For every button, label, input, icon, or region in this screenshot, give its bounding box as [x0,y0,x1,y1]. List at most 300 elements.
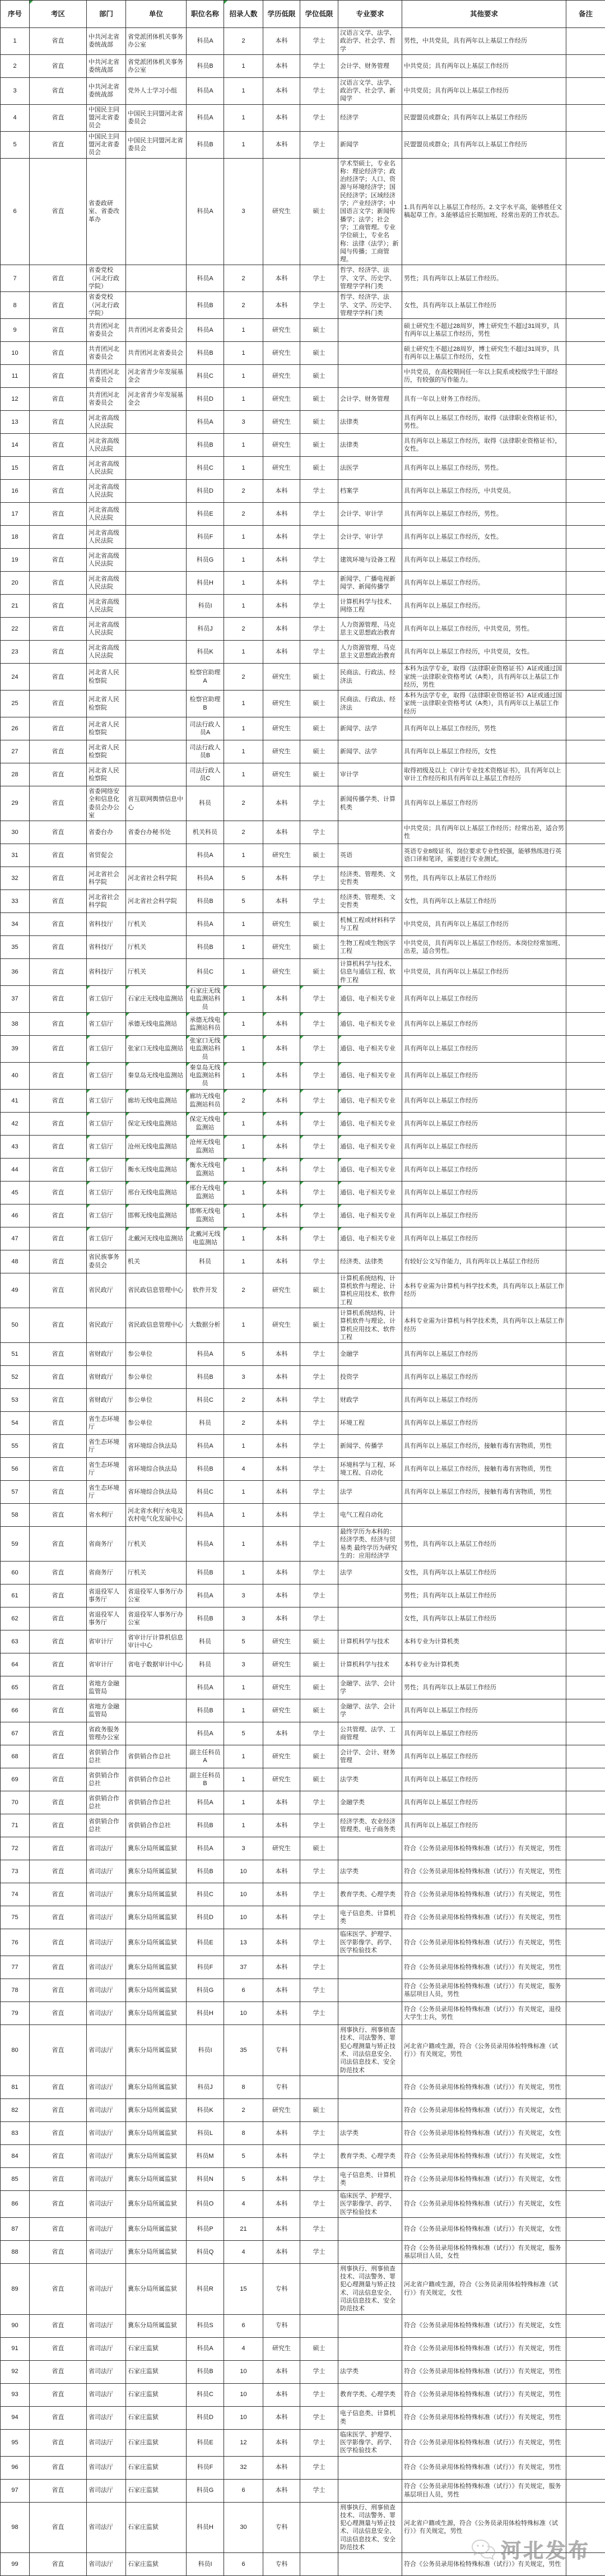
cell-deg: 学士 [300,641,338,664]
table-row [1,1250,605,1273]
cell-dept: 共青团河北省委员会 [87,388,126,411]
cell-no: 64 [1,1653,30,1676]
cell-area: 省直 [30,1956,87,1979]
cell-major: 计算机科学与技术、信息与通信工程、软件工程 [338,959,402,986]
cell-area: 省直 [30,786,87,821]
cell-pos: 科员S [187,2314,224,2337]
cell-pos: 科员F [187,1956,224,1979]
cell-major: 通信、电子相关专业 [338,1227,402,1250]
cell-note [566,54,605,77]
cell-note [566,1343,605,1366]
cell-note [566,2337,605,2360]
cell-area: 省直 [30,2098,87,2121]
cell-no: 90 [1,2314,30,2337]
cell-major: 生物工程或生物医学工程 [338,936,402,959]
cell-deg: 学士 [300,986,338,1013]
cell-major: 通信、电子相关专业 [338,1089,402,1112]
cell-unit [126,1722,187,1745]
cell-area: 省直 [30,890,87,913]
cell-note [566,1929,605,1956]
cell-note [566,1699,605,1722]
table-row [1,844,605,867]
cell-deg: 硕士 [300,319,338,342]
cell-area: 省直 [30,480,87,503]
cell-area: 省直 [30,1630,87,1653]
table-row [1,890,605,913]
cell-area: 省直 [30,1607,87,1630]
cell-no: 55 [1,1435,30,1458]
table-row [1,2429,605,2456]
cell-other: 具有两年以上基层工作经历 [402,1389,566,1412]
cell-area: 省直 [30,717,87,740]
cell-edu: 研究生 [263,936,300,959]
cell-deg [300,2502,338,2553]
cell-other: 具有两年以上基层工作经历，接触有毒有害物质，男性 [402,1435,566,1458]
cell-pos: 科员B [187,1814,224,1837]
cell-pos: 保定无线电监测站 [187,1112,224,1135]
cell-count: 4 [224,2240,263,2263]
cell-unit: 省民政信息管理中心 [126,1273,187,1308]
cell-count: 8 [224,2075,263,2098]
cell-pos: 司法行政人员A [187,717,224,740]
table-row [1,786,605,821]
cell-unit: 冀东分局所属监狱 [126,1860,187,1883]
cell-major: 环境工程 [338,1412,402,1435]
cell-other: 符合《公务员录用体检特殊标准（试行）》有关规定，男性 [402,1837,566,1860]
cell-other: 中共党员；具有两年以上基层工作经历 [402,77,566,104]
cell-note [566,691,605,717]
cell-no: 11 [1,365,30,388]
cell-edu: 研究生 [263,913,300,936]
cell-note [566,664,605,691]
cell-deg: 硕士 [300,2098,338,2121]
cell-dept: 河北省高级人民法院 [87,549,126,572]
cell-deg: 硕士 [300,1745,338,1768]
cell-edu: 本科 [263,986,300,1013]
cell-no: 96 [1,2456,30,2479]
cell-pos: 科员N [187,2167,224,2190]
cell-count: 1 [224,595,263,618]
cell-pos: 科员K [187,641,224,664]
table-row [1,959,605,986]
cell-unit [126,1699,187,1722]
table-row [1,1791,605,1814]
table-row [1,265,605,292]
cell-deg: 学士 [300,292,338,319]
cell-edu: 本科 [263,1158,300,1181]
cell-area: 省直 [30,2075,87,2098]
cell-pos: 科员B [187,434,224,457]
cell-pos: 科员E [187,1929,224,1956]
cell-edu: 本科 [263,292,300,319]
cell-other: 男性；具有两年以上基层工作经历。 [402,265,566,292]
cell-area: 省直 [30,844,87,867]
cell-unit: 省环境综合执法局 [126,1481,187,1504]
cell-unit: 厅机关 [126,936,187,959]
cell-deg: 学士 [300,1527,338,1562]
cell-major [338,1584,402,1607]
cell-major: 公共管理、法学、工商管理 [338,1722,402,1745]
cell-count: 4 [224,2190,263,2217]
cell-deg: 学士 [300,1860,338,1883]
cell-other: 符合《公务员录用体检特殊标准（试行）》有关规定，女性 [402,2190,566,2217]
cell-area: 省直 [30,572,87,595]
cell-pos: 科员 [187,1250,224,1273]
cell-count: 2 [224,1089,263,1112]
cell-other: 具有两年以上基层工作经历 [402,1791,566,1814]
cell-edu: 专科 [263,2075,300,2098]
cell-count: 35 [224,2025,263,2076]
table-row [1,1630,605,1653]
cell-area: 省直 [30,2314,87,2337]
cell-dept: 河北省高级人民法院 [87,503,126,526]
table-row [1,572,605,595]
cell-edu: 本科 [263,2406,300,2429]
cell-note [566,2217,605,2240]
table-row [1,2360,605,2383]
cell-major [338,342,402,365]
table-row [1,1412,605,1435]
cell-other: 具有两年以上基层工作经历 [402,1343,566,1366]
cell-major: 通信、电子相关专业 [338,1035,402,1062]
cell-pos: 科员I [187,2553,224,2576]
cell-no: 73 [1,1860,30,1883]
cell-count: 1 [224,1181,263,1204]
cell-edu: 本科 [263,2002,300,2025]
cell-pos: 科员A [187,1527,224,1562]
cell-note [566,1837,605,1860]
cell-pos: 科员Q [187,2240,224,2263]
cell-edu: 本科 [263,131,300,158]
cell-pos: 科员D [187,1906,224,1929]
cell-pos: 科员A [187,1676,224,1699]
cell-unit: 石家庄监狱 [126,2383,187,2406]
cell-count: 2 [224,664,263,691]
cell-no: 36 [1,959,30,986]
cell-major: 法学类 [338,2360,402,2383]
table-row [1,1906,605,1929]
cell-deg: 学士 [300,1112,338,1135]
cell-unit: 省供销合作总社 [126,1768,187,1791]
cell-other: 符合《公务员录用体检特殊标准（试行）》有关规定，男性 [402,2553,566,2576]
cell-no: 30 [1,821,30,844]
cell-note [566,503,605,526]
cell-other: 具有两年以上基层工作经历 [402,1768,566,1791]
cell-pos: 科员A [187,158,224,265]
cell-unit [126,411,187,434]
cell-deg: 硕士 [300,1308,338,1342]
cell-area: 省直 [30,2429,87,2456]
cell-area: 省直 [30,1135,87,1158]
cell-unit [126,717,187,740]
table-row [1,1504,605,1527]
cell-edu: 研究生 [263,1745,300,1768]
cell-no: 45 [1,1181,30,1204]
cell-major [338,2553,402,2576]
cell-note [566,1366,605,1389]
table-row [1,365,605,388]
cell-count: 5 [224,1722,263,1745]
cell-dept: 省财政厅 [87,1366,126,1389]
cell-pos: 秦皇岛无线电监测站科员 [187,1062,224,1089]
cell-dept: 省工信厅 [87,1227,126,1250]
cell-no: 60 [1,1562,30,1584]
cell-no: 44 [1,1158,30,1181]
cell-edu: 研究生 [263,664,300,691]
cell-unit: 衡水无线电监测站 [126,1158,187,1181]
cell-note [566,1412,605,1435]
cell-edu: 本科 [263,1204,300,1227]
cell-major: 英语 [338,844,402,867]
cell-dept: 省生态环境厅 [87,1435,126,1458]
cell-major [338,2075,402,2098]
cell-note [566,867,605,890]
cell-edu: 研究生 [263,1676,300,1699]
cell-pos: 石家庄无线电监测站科员 [187,986,224,1013]
table-row [1,2456,605,2479]
table-row [1,2098,605,2121]
cell-count: 1 [224,1562,263,1584]
cell-note [566,1814,605,1837]
cell-count: 1 [224,1481,263,1504]
cell-major: 法律类 [338,434,402,457]
cell-dept: 省民政厅 [87,1308,126,1342]
cell-area: 省直 [30,1699,87,1722]
table-row [1,2479,605,2502]
cell-note [566,572,605,595]
cell-other: 符合《公务员录用体检特殊标准（试行）》有关规定，女性 [402,2144,566,2167]
cell-no: 25 [1,691,30,717]
cell-pos: 大数据分析 [187,1308,224,1342]
cell-other: 河北省户籍或生源，符合《公务员录用体检特殊标准（试行）》有关规定，男性 [402,2502,566,2553]
cell-no: 83 [1,2121,30,2144]
cell-dept: 中共河北省委统战部 [87,54,126,77]
cell-pos: 科员B [187,936,224,959]
cell-major: 通信、电子相关专业 [338,1204,402,1227]
cell-pos: 科员C [187,457,224,480]
cell-unit [126,641,187,664]
table-row [1,1481,605,1504]
table-row [1,1562,605,1584]
cell-count: 10 [224,1906,263,1929]
cell-area: 省直 [30,2167,87,2190]
table-row [1,1135,605,1158]
cell-edu: 本科 [263,890,300,913]
cell-area: 省直 [30,763,87,786]
cell-deg: 学士 [300,618,338,641]
cell-other: 具有两年以上基层工作经历 [402,1158,566,1181]
cell-dept: 省委党校（河北行政学院） [87,265,126,292]
cell-other: 中共党员；具有两年以上基层工作经历 [402,54,566,77]
cell-edu: 本科 [263,572,300,595]
cell-edu: 本科 [263,2383,300,2406]
table-row [1,1745,605,1768]
cell-unit: 厅机关 [126,1527,187,1562]
cell-other: 男性，中共党员，具有两年以上基层工作经历 [402,28,566,55]
cell-other: 男性，具有两年以上基层工作经历 [402,1527,566,1562]
cell-pos: 科员J [187,2075,224,2098]
cell-major: 新闻学、广播电视新闻学、新闻传播学 [338,572,402,595]
cell-other: 具有两年以上基层工作经历，男性。 [402,457,566,480]
table-row [1,2553,605,2576]
cell-deg: 学士 [300,2217,338,2240]
cell-other [402,1504,566,1527]
cell-area: 省直 [30,411,87,434]
cell-other: 中共党员，具有两年以上基层工作经历 [402,913,566,936]
cell-edu: 本科 [263,1979,300,2002]
cell-major [338,2098,402,2121]
cell-count: 6 [224,2553,263,2576]
table-row [1,2190,605,2217]
cell-edu: 本科 [263,1366,300,1389]
cell-no: 3 [1,77,30,104]
cell-deg: 学士 [300,28,338,55]
cell-major: 法律类 [338,411,402,434]
cell-major [338,1837,402,1860]
cell-major: 民商法、行政法、经济法 [338,664,402,691]
cell-other: 中共党员；具有两年以上基层工作经历；经常出差，适合男性 [402,821,566,844]
cell-area: 省直 [30,1979,87,2002]
cell-unit: 冀东分局所属监狱 [126,1979,187,2002]
cell-pos: 检察官助理A [187,664,224,691]
cell-area: 省直 [30,2479,87,2502]
cell-area: 省直 [30,1584,87,1607]
cell-edu: 本科 [263,1458,300,1481]
cell-edu: 研究生 [263,457,300,480]
cell-edu: 专科 [263,2553,300,2576]
cell-area: 省直 [30,691,87,717]
cell-other: 具有两年以上基层工作经历，中共党员，女性。 [402,641,566,664]
cell-note [566,1504,605,1527]
cell-area: 省直 [30,664,87,691]
table-row [1,104,605,131]
cell-edu: 本科 [263,867,300,890]
cell-area: 省直 [30,1204,87,1227]
cell-other: 具有两年以上基层工作经历 [402,1366,566,1389]
table-row [1,1366,605,1389]
cell-major: 通信、电子相关专业 [338,1112,402,1135]
cell-area: 省直 [30,1089,87,1112]
cell-edu: 本科 [263,1389,300,1412]
cell-deg: 学士 [300,1135,338,1158]
cell-dept: 省民政厅 [87,1273,126,1308]
cell-edu: 专科 [263,2314,300,2337]
cell-area: 省直 [30,365,87,388]
cell-major: 法学 [338,1481,402,1504]
cell-major: 经济类、管理类、文史哲类 [338,867,402,890]
cell-other: 具有两年以上基层工作经历 [402,1722,566,1745]
cell-deg: 硕士 [300,1837,338,1860]
cell-unit [126,457,187,480]
cell-edu: 研究生 [263,158,300,265]
header-cell-count: 招录人数 [224,1,263,28]
cell-other: 具有两年以上基层工作经历。 [402,595,566,618]
cell-edu: 本科 [263,641,300,664]
cell-count: 1 [224,1158,263,1181]
cell-no: 40 [1,1062,30,1089]
header-cell-major: 专业要求 [338,1,402,28]
cell-dept: 省司法厅 [87,2553,126,2576]
cell-area: 省直 [30,1562,87,1584]
cell-count: 10 [224,2383,263,2406]
table-row [1,867,605,890]
cell-major [338,821,402,844]
cell-pos: 科员 [187,1653,224,1676]
table-header [1,1,605,28]
cell-deg: 硕士 [300,1676,338,1699]
cell-unit: 北戴河无线电监测站 [126,1227,187,1250]
cell-edu: 研究生 [263,1699,300,1722]
cell-count: 8 [224,2121,263,2144]
cell-pos: 科员B [187,1699,224,1722]
cell-deg: 学士 [300,549,338,572]
cell-major: 会计学、会计、财务管理 [338,1745,402,1768]
cell-dept: 省司法厅 [87,2167,126,2190]
cell-other: 符合《公务员录用体检特殊标准（试行）》有关规定，服务基层项目人员，女性 [402,2240,566,2263]
cell-pos: 科员P [187,2217,224,2240]
cell-dept: 省退役军人事务厅 [87,1607,126,1630]
cell-note [566,936,605,959]
table-row [1,1837,605,1860]
cell-edu: 研究生 [263,1768,300,1791]
cell-note [566,2479,605,2502]
cell-no: 43 [1,1135,30,1158]
cell-no: 9 [1,319,30,342]
cell-count: 2 [224,503,263,526]
cell-deg: 学士 [300,890,338,913]
cell-no: 52 [1,1366,30,1389]
table-row [1,1158,605,1181]
cell-dept: 省司法厅 [87,2263,126,2314]
cell-count: 1 [224,844,263,867]
cell-count: 1 [224,691,263,717]
cell-no: 59 [1,1527,30,1562]
cell-count: 10 [224,2360,263,2383]
cell-other: 具有两年以上基层工作经历 [402,1012,566,1035]
table-row [1,986,605,1013]
cell-deg: 学士 [300,1791,338,1814]
cell-deg: 学士 [300,867,338,890]
cell-unit [126,740,187,763]
table-row [1,158,605,265]
cell-dept: 省商务厅 [87,1562,126,1584]
table-row [1,1814,605,1837]
cell-edu: 本科 [263,595,300,618]
cell-note [566,2121,605,2144]
cell-no: 53 [1,1389,30,1412]
cell-edu: 研究生 [263,717,300,740]
cell-major: 通信、电子相关专业 [338,986,402,1013]
cell-unit: 邢台无线电监测站 [126,1181,187,1204]
cell-no: 14 [1,434,30,457]
cell-note [566,740,605,763]
cell-note [566,1745,605,1768]
cell-pos: 科员C [187,1389,224,1412]
cell-pos: 科员G [187,2479,224,2502]
cell-deg: 硕士 [300,1273,338,1308]
cell-other: 具有两年以上基层工作经历。 [402,549,566,572]
cell-note [566,844,605,867]
cell-edu: 研究生 [263,1653,300,1676]
cell-note [566,986,605,1013]
cell-pos: 科员K [187,2098,224,2121]
cell-unit: 石家庄监狱 [126,2360,187,2383]
cell-note [566,1722,605,1745]
cell-pos: 科员A [187,77,224,104]
cell-edu: 本科 [263,2190,300,2217]
cell-note [566,1791,605,1814]
cell-major: 金融学类 [338,1791,402,1814]
